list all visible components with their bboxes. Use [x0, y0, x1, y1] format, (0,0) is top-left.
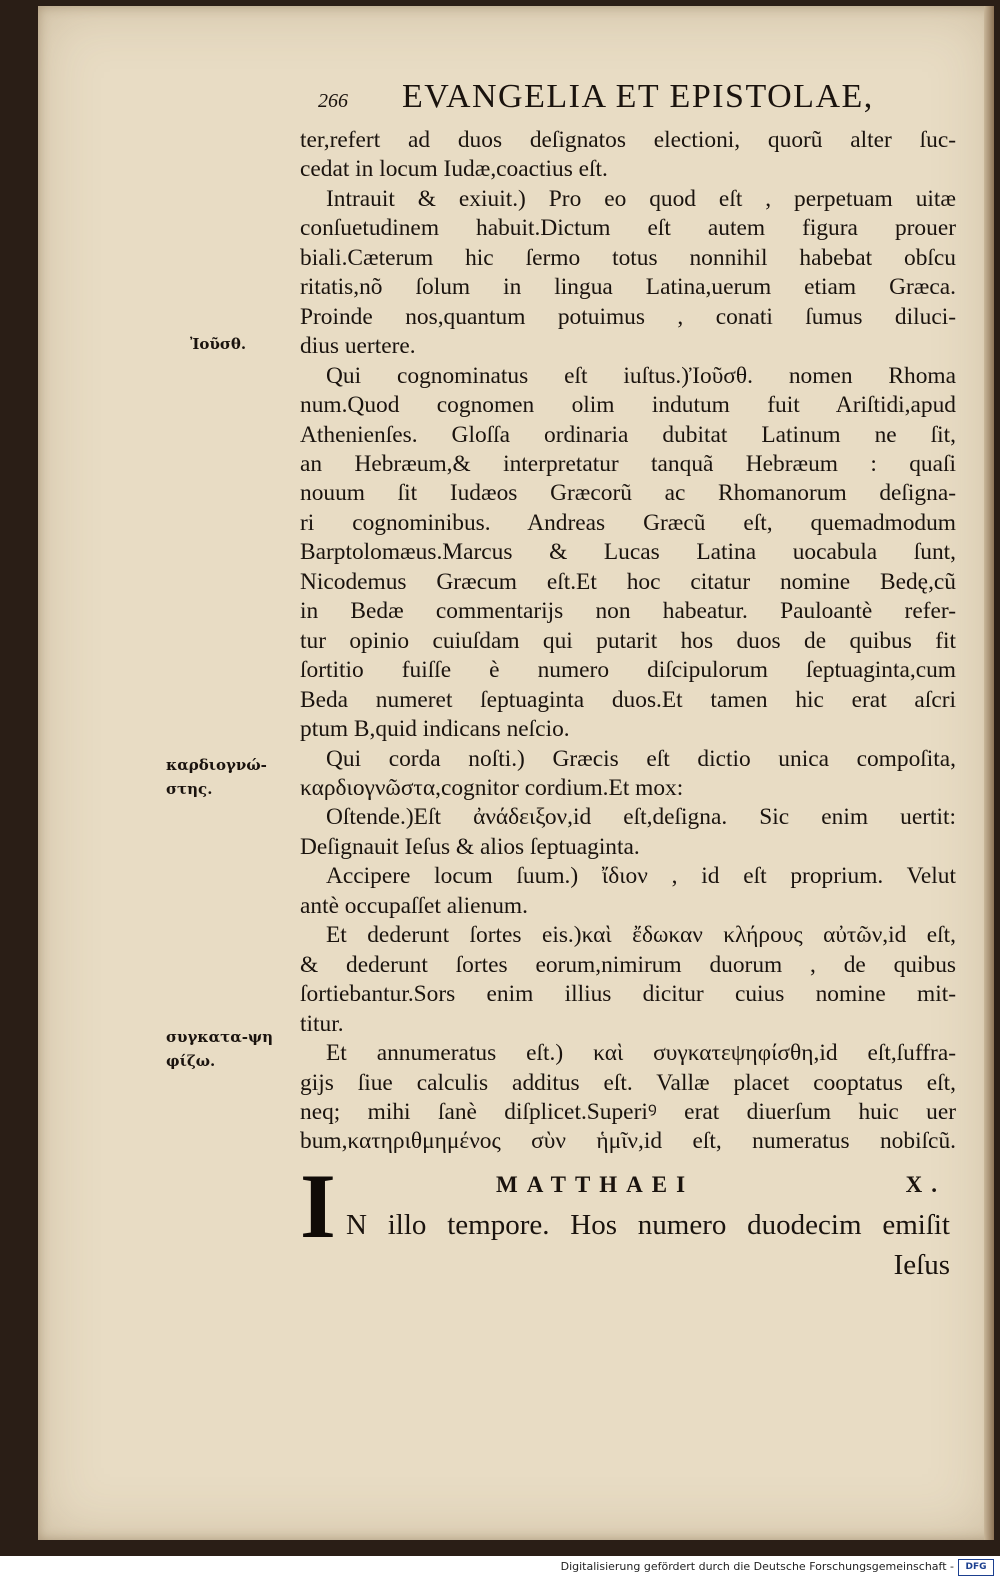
text-line: & dederunt ſortes eorum,nimirum duorum , de quibus: [300, 951, 956, 978]
pericope-heading-chapter: X.: [905, 1172, 946, 1197]
text-line: Oſtende.)Eſt ἀνάδειξον,id eſt,deſigna. Sic enim uertit:: [326, 804, 956, 831]
text-line: Intrauit & exiuit.) Pro eo quod eſt , perpetuam uitæ: [326, 185, 956, 212]
running-title: EVANGELIA ET EPISTOLAE,: [402, 78, 874, 115]
text-line: ter,refert ad duos deſignatos electioni, quorũ alter ſuc-: [300, 127, 956, 153]
page-edge: [984, 6, 994, 1540]
marginal-note-ioustos: Ἰοῦσθ.: [190, 335, 247, 353]
text-line: dius uertere.: [300, 333, 416, 360]
pericope-heading: [496, 1172, 946, 1198]
marginal-note-synkatapsephizo-1: συγκατα-ψη: [166, 1028, 274, 1046]
text-line: Deſignauit Ieſus & alios ſeptuaginta.: [300, 833, 640, 860]
text-line: num.Quod cognomen olim indutum fuit Ariſtidi,apud: [300, 392, 956, 419]
text-line: Proinde nos,quantum potuimus , conati ſumus diluci-: [300, 303, 956, 330]
dfg-logo: DFG: [958, 1559, 994, 1576]
text-line: Nicodemus Græcum eſt.Et hoc citatur nomine Bedę,cũ: [300, 568, 956, 595]
pericope-line: N illo tempore. Hos numero duodecim emiſit: [346, 1209, 950, 1241]
text-line: ptum B,quid indicans neſcio.: [300, 716, 570, 743]
text-line: καρδιογνῶστα,cognitor cordium.Et mox:: [300, 774, 684, 801]
pericope-text: [346, 1205, 950, 1285]
text-line: Barptolomæus.Marcus & Lucas Latina uocabula ſunt,: [300, 539, 956, 566]
text-line: Athenienſes. Gloſſa ordinaria dubitat Latinum ne ſit,: [300, 421, 956, 448]
pericope-line: Ieſus: [893, 1249, 950, 1281]
text-line: biali.Cæterum hic ſermo totus nonnihil habebat obſcu: [300, 244, 956, 271]
text-line: Qui cognominatus eſt iuſtus.)Ἰοῦσθ. nomen Rhoma: [326, 362, 956, 389]
text-line: conſuetudinem habuit.Dictum eſt autem figura prouer: [300, 215, 956, 242]
drop-cap: I: [300, 1155, 336, 1257]
text-line: ritatis,nõ ſolum in lingua Latina,uerum etiam Græca.: [300, 274, 956, 301]
text-line: an Hebræum,& interpretatur tanquã Hebræum : quaſi: [300, 450, 956, 477]
text-line: ſortiebantur.Sors enim illius dicitur cuius nomine mit-: [300, 981, 956, 1008]
text-line: bum,κατηριθμημένος σὺν ἡμῖν,id eſt, numeratus nobiſcũ.: [300, 1128, 956, 1155]
text-line: antè occupaſſet alienum.: [300, 892, 528, 919]
text-line: gijs ſiue calculis additus eſt. Vallæ placet cooptatus eſt,: [300, 1069, 956, 1096]
footer-strip: [0, 1556, 1000, 1578]
marginal-note-synkatapsephizo-2: φίζω.: [166, 1052, 216, 1070]
commentary-text: [300, 126, 956, 1157]
text-line: ri cognominibus. Andreas Græcũ eſt, quemadmodum: [300, 509, 956, 536]
text-line: neq; mihi ſanè diſplicet.Superiꝰ erat diuerſum huic uer: [300, 1098, 956, 1125]
text-line: Et dederunt ſortes eis.)καὶ ἔδωκαν κλήρους αὐτῶν,id eſt,: [326, 922, 956, 949]
pericope-heading-word: MATTHAEI: [496, 1172, 695, 1197]
text-line: Qui corda noſti.) Græcis eſt dictio unica compoſita,: [326, 745, 956, 772]
funding-note: Digitalisierung gefördert durch die Deutsche Forschungsgemeinschaft -: [560, 1560, 954, 1573]
text-line: titur.: [300, 1010, 344, 1037]
text-line: cedat in locum Iudæ,coactius eſt.: [300, 156, 608, 183]
page-number: 266: [318, 90, 348, 112]
running-head: [318, 78, 958, 122]
text-line: tur opinio cuiuſdam qui putarit hos duos de quibus fit: [300, 627, 956, 654]
text-line: Et annumeratus eſt.) καὶ συγκατεψηφίσθη,id eſt,ſuffra-: [326, 1040, 956, 1067]
marginal-note-kardiognostes-2: στης.: [166, 780, 213, 798]
text-line: in Bedæ commentarijs non habeatur. Pauloantè refer-: [300, 598, 956, 625]
text-line: nouum ſit Iudæos Græcorũ ac Rhomanorum deſigna-: [300, 480, 956, 507]
text-line: Beda numeret ſeptuaginta duos.Et tamen hic erat aſcri: [300, 686, 956, 713]
text-line: Accipere locum ſuum.) ἴδιον , id eſt proprium. Velut: [326, 863, 956, 890]
marginal-note-kardiognostes-1: καρδιογνώ-: [166, 756, 267, 774]
text-line: ſortitio fuiſſe è numero diſcipulorum ſeptuaginta,cum: [300, 657, 956, 684]
